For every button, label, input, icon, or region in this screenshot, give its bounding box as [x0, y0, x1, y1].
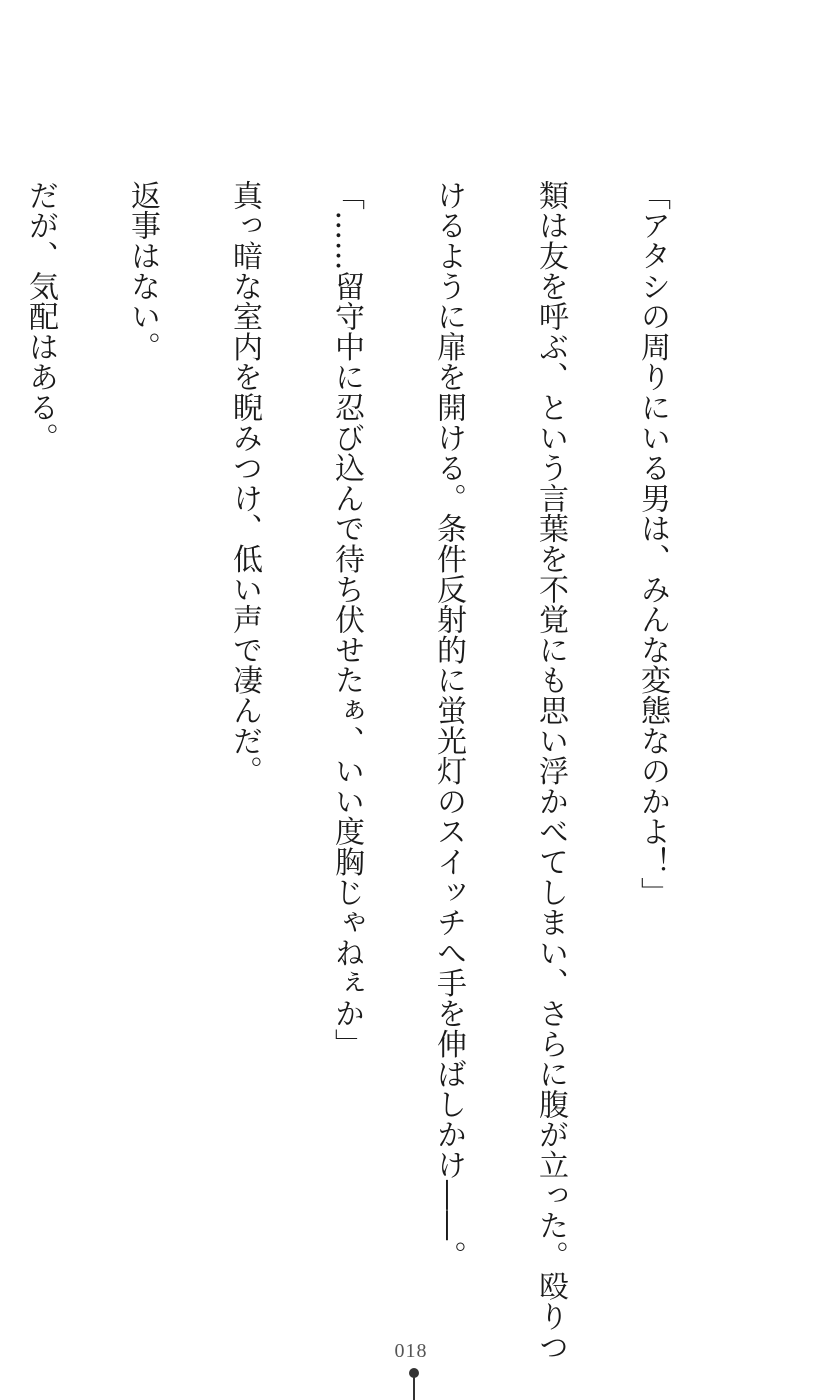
page-marker-line [413, 1370, 415, 1400]
text-line-4: 「……留守中に忍び込んで待ち伏せたぁ、いい度胸じゃねぇか」 [329, 180, 364, 1059]
text-line-1: 「アタシの周りにいる男は、みんな変態なのかよ！」 [635, 180, 670, 908]
text-line-7: だが、気配はある。 [23, 180, 58, 453]
text-line-3: けるように扉を開ける。条件反射的に蛍光灯のスイッチへ手を伸ばしかけ――。 [431, 180, 466, 1271]
page-number: 018 [394, 1340, 428, 1362]
text-line-5: 真っ暗な室内を睨みつけ、低い声で凄んだ。 [227, 180, 262, 786]
text-line-2: 類は友を呼ぶ、という言葉を不覚にも思い浮かべてしまい、さらに腹が立った。殴りつ [533, 180, 568, 1362]
text-line-6: 返事はない。 [125, 180, 160, 362]
